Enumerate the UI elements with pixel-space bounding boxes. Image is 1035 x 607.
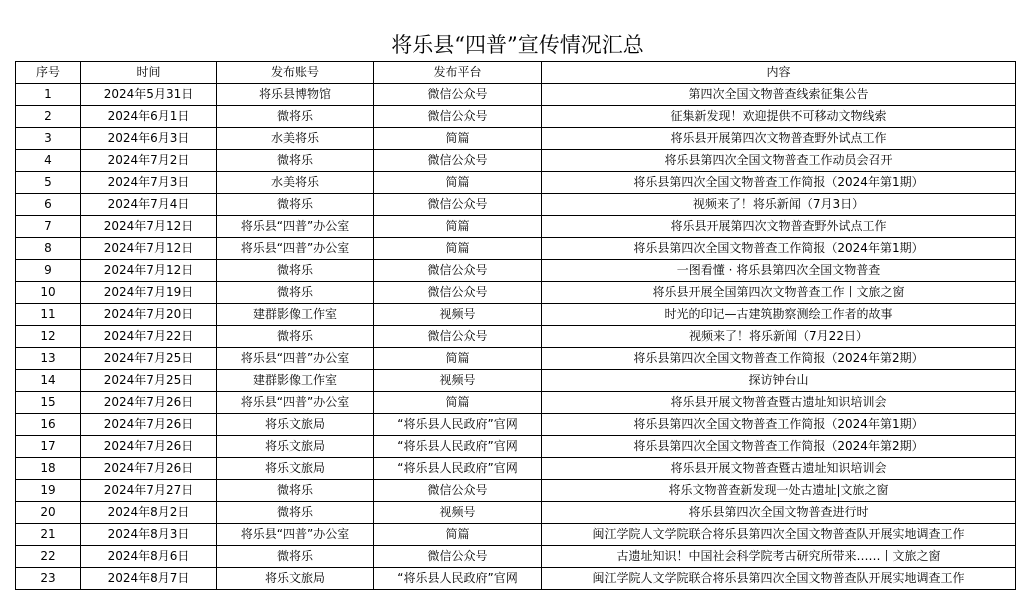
cell-content: 视频来了！将乐新闻（7月3日） — [542, 194, 1016, 216]
cell-platform: 简篇 — [374, 348, 542, 370]
header-account: 发布账号 — [217, 62, 374, 84]
cell-time: 2024年8月6日 — [81, 546, 217, 568]
cell-no: 3 — [16, 128, 81, 150]
cell-content: 闽江学院人文学院联合将乐县第四次全国文物普查队开展实地调查工作 — [542, 568, 1016, 590]
table-row — [16, 458, 1016, 480]
cell-account: 将乐县博物馆 — [217, 84, 374, 106]
table-row — [16, 326, 1016, 348]
cell-time: 2024年7月19日 — [81, 282, 217, 304]
header-content: 内容 — [542, 62, 1016, 84]
cell-content: 时光的印记—古建筑勘察测绘工作者的故事 — [542, 304, 1016, 326]
table-row — [16, 172, 1016, 194]
table-body — [16, 84, 1016, 590]
cell-account: 将乐县“四普”办公室 — [217, 216, 374, 238]
cell-content: 将乐县开展第四次文物普查野外试点工作 — [542, 128, 1016, 150]
cell-account: 微将乐 — [217, 282, 374, 304]
cell-content: 将乐县第四次全国文物普查进行时 — [542, 502, 1016, 524]
cell-no: 18 — [16, 458, 81, 480]
cell-platform: 简篇 — [374, 392, 542, 414]
table-row — [16, 568, 1016, 590]
cell-content: 古遗址知识！中国社会科学院考古研究所带来……丨文旅之窗 — [542, 546, 1016, 568]
cell-content: 将乐县开展文物普查暨古遗址知识培训会 — [542, 458, 1016, 480]
cell-platform: 视频号 — [374, 370, 542, 392]
cell-no: 17 — [16, 436, 81, 458]
table-row — [16, 546, 1016, 568]
table-row — [16, 282, 1016, 304]
cell-platform: 微信公众号 — [374, 106, 542, 128]
cell-platform: 视频号 — [374, 304, 542, 326]
cell-no: 16 — [16, 414, 81, 436]
cell-time: 2024年8月2日 — [81, 502, 217, 524]
cell-account: 微将乐 — [217, 194, 374, 216]
cell-account: 将乐县“四普”办公室 — [217, 524, 374, 546]
cell-platform: 简篇 — [374, 238, 542, 260]
cell-time: 2024年7月25日 — [81, 370, 217, 392]
cell-platform: 微信公众号 — [374, 194, 542, 216]
cell-content: 第四次全国文物普查线索征集公告 — [542, 84, 1016, 106]
cell-platform: “将乐县人民政府”官网 — [374, 568, 542, 590]
page-title: 将乐县“四普”宣传情况汇总 — [391, 33, 644, 57]
cell-time: 2024年7月26日 — [81, 414, 217, 436]
cell-account: 微将乐 — [217, 502, 374, 524]
cell-time: 2024年7月12日 — [81, 216, 217, 238]
cell-time: 2024年7月12日 — [81, 238, 217, 260]
cell-content: 征集新发现！欢迎提供不可移动文物线索 — [542, 106, 1016, 128]
table-row — [16, 304, 1016, 326]
cell-platform: 微信公众号 — [374, 84, 542, 106]
cell-no: 4 — [16, 150, 81, 172]
cell-content: 将乐县开展文物普查暨古遗址知识培训会 — [542, 392, 1016, 414]
table-row — [16, 106, 1016, 128]
table-row — [16, 370, 1016, 392]
header-no: 序号 — [16, 62, 81, 84]
cell-account: 将乐文旅局 — [217, 568, 374, 590]
cell-account: 微将乐 — [217, 480, 374, 502]
header-platform: 发布平台 — [374, 62, 542, 84]
table-row — [16, 84, 1016, 106]
cell-content: 将乐县第四次全国文物普查工作简报（2024年第2期） — [542, 348, 1016, 370]
cell-no: 19 — [16, 480, 81, 502]
cell-no: 2 — [16, 106, 81, 128]
cell-no: 12 — [16, 326, 81, 348]
cell-platform: 微信公众号 — [374, 260, 542, 282]
cell-time: 2024年7月22日 — [81, 326, 217, 348]
cell-content: 闽江学院人文学院联合将乐县第四次全国文物普查队开展实地调查工作 — [542, 524, 1016, 546]
cell-time: 2024年7月12日 — [81, 260, 217, 282]
cell-time: 2024年6月3日 — [81, 128, 217, 150]
cell-no: 11 — [16, 304, 81, 326]
cell-account: 水美将乐 — [217, 128, 374, 150]
cell-time: 2024年7月25日 — [81, 348, 217, 370]
cell-time: 2024年7月26日 — [81, 458, 217, 480]
cell-no: 23 — [16, 568, 81, 590]
table-row — [16, 260, 1016, 282]
cell-account: 建群影像工作室 — [217, 370, 374, 392]
cell-time: 2024年7月27日 — [81, 480, 217, 502]
cell-no: 6 — [16, 194, 81, 216]
cell-content: 视频来了！将乐新闻（7月22日） — [542, 326, 1016, 348]
table-row — [16, 216, 1016, 238]
cell-no: 9 — [16, 260, 81, 282]
cell-content: 将乐文物普查新发现一处古遗址|文旅之窗 — [542, 480, 1016, 502]
cell-time: 2024年7月26日 — [81, 392, 217, 414]
cell-content: 将乐县第四次全国文物普查工作简报（2024年第1期） — [542, 238, 1016, 260]
table-row — [16, 392, 1016, 414]
table-row — [16, 480, 1016, 502]
cell-content: 将乐县第四次全国文物普查工作动员会召开 — [542, 150, 1016, 172]
cell-platform: “将乐县人民政府”官网 — [374, 458, 542, 480]
cell-no: 7 — [16, 216, 81, 238]
cell-platform: “将乐县人民政府”官网 — [374, 414, 542, 436]
cell-no: 14 — [16, 370, 81, 392]
cell-no: 1 — [16, 84, 81, 106]
table-row — [16, 238, 1016, 260]
cell-no: 5 — [16, 172, 81, 194]
cell-account: 将乐文旅局 — [217, 414, 374, 436]
cell-content: 一图看懂 · 将乐县第四次全国文物普查 — [542, 260, 1016, 282]
cell-no: 22 — [16, 546, 81, 568]
table-row — [16, 502, 1016, 524]
cell-platform: “将乐县人民政府”官网 — [374, 436, 542, 458]
cell-platform: 视频号 — [374, 502, 542, 524]
cell-time: 2024年7月2日 — [81, 150, 217, 172]
table-row — [16, 150, 1016, 172]
summary-table — [15, 61, 1016, 590]
table-row — [16, 194, 1016, 216]
cell-account: 将乐县“四普”办公室 — [217, 392, 374, 414]
cell-platform: 简篇 — [374, 524, 542, 546]
cell-account: 微将乐 — [217, 546, 374, 568]
cell-platform: 微信公众号 — [374, 150, 542, 172]
cell-content: 将乐县开展第四次文物普查野外试点工作 — [542, 216, 1016, 238]
cell-time: 2024年7月4日 — [81, 194, 217, 216]
cell-account: 建群影像工作室 — [217, 304, 374, 326]
cell-no: 15 — [16, 392, 81, 414]
cell-account: 将乐文旅局 — [217, 458, 374, 480]
cell-time: 2024年8月7日 — [81, 568, 217, 590]
cell-platform: 简篇 — [374, 128, 542, 150]
cell-time: 2024年8月3日 — [81, 524, 217, 546]
cell-account: 将乐县“四普”办公室 — [217, 348, 374, 370]
cell-account: 微将乐 — [217, 150, 374, 172]
cell-content: 将乐县第四次全国文物普查工作简报（2024年第2期） — [542, 436, 1016, 458]
cell-platform: 微信公众号 — [374, 480, 542, 502]
cell-time: 2024年7月3日 — [81, 172, 217, 194]
cell-account: 微将乐 — [217, 326, 374, 348]
cell-account: 微将乐 — [217, 260, 374, 282]
cell-content: 将乐县开展全国第四次文物普查工作丨文旅之窗 — [542, 282, 1016, 304]
header-row — [16, 62, 1016, 84]
table-row — [16, 128, 1016, 150]
cell-account: 水美将乐 — [217, 172, 374, 194]
table-row — [16, 524, 1016, 546]
cell-time: 2024年6月1日 — [81, 106, 217, 128]
cell-account: 将乐县“四普”办公室 — [217, 238, 374, 260]
cell-time: 2024年7月26日 — [81, 436, 217, 458]
cell-time: 2024年7月20日 — [81, 304, 217, 326]
cell-content: 将乐县第四次全国文物普查工作简报（2024年第1期） — [542, 172, 1016, 194]
header-time: 时间 — [81, 62, 217, 84]
cell-no: 13 — [16, 348, 81, 370]
cell-time: 2024年5月31日 — [81, 84, 217, 106]
table-row — [16, 348, 1016, 370]
cell-no: 21 — [16, 524, 81, 546]
cell-account: 微将乐 — [217, 106, 374, 128]
cell-platform: 简篇 — [374, 216, 542, 238]
cell-platform: 简篇 — [374, 172, 542, 194]
cell-platform: 微信公众号 — [374, 282, 542, 304]
table-row — [16, 414, 1016, 436]
table-row — [16, 436, 1016, 458]
cell-no: 10 — [16, 282, 81, 304]
cell-no: 8 — [16, 238, 81, 260]
cell-platform: 微信公众号 — [374, 546, 542, 568]
cell-content: 探访钟台山 — [542, 370, 1016, 392]
cell-account: 将乐文旅局 — [217, 436, 374, 458]
cell-platform: 微信公众号 — [374, 326, 542, 348]
cell-content: 将乐县第四次全国文物普查工作简报（2024年第1期） — [542, 414, 1016, 436]
cell-no: 20 — [16, 502, 81, 524]
